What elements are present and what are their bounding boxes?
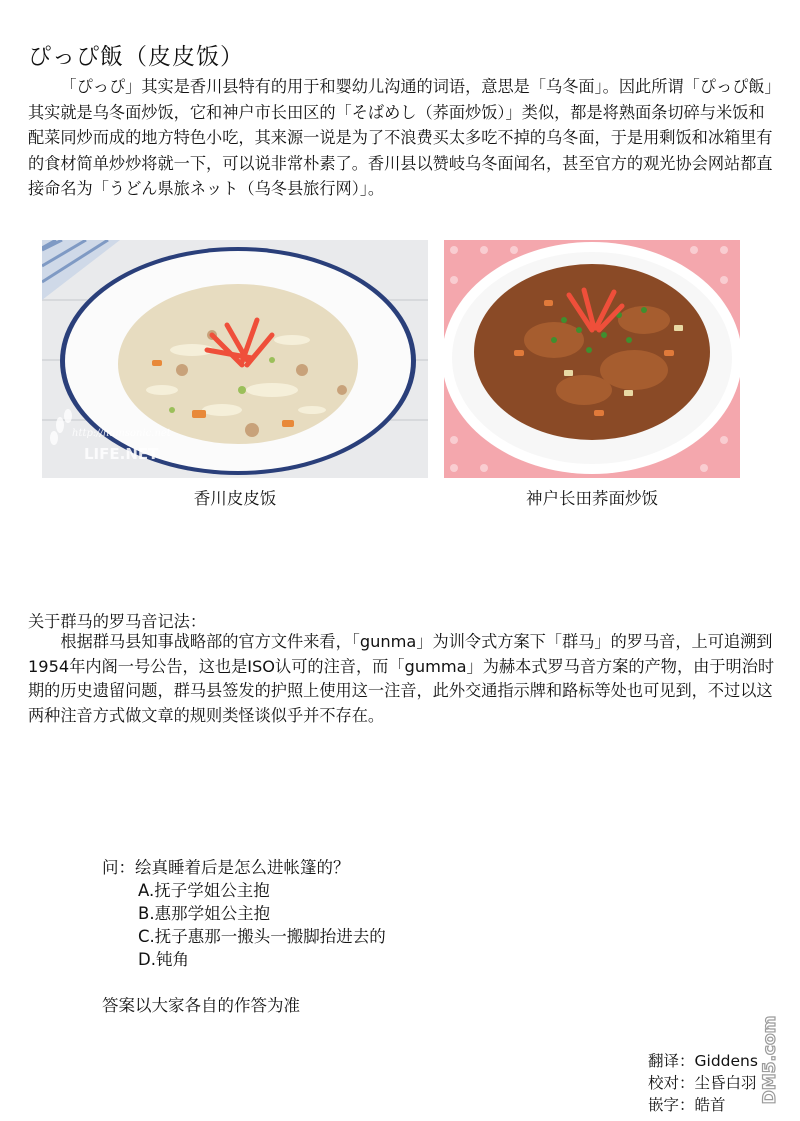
romaji-section-body: 根据群马县知事战略部的官方文件来看，「gunma」为训令式方案下「群马」的罗马音，上可追溯到1954年内阁一号公告，这也是ISO认可的注音，而「gumma」为赫本式罗马音方案的产物，由于明治时期的历史遗留问题，群马县签发的护照上使用这一注音，此外交通指示牌和路标等处也可见到，不过以这两种注音方式做文章的规则类怪谈似乎并不存在。: [28, 632, 775, 725]
photo-caption-kobe: 神户长田荞面炒饭: [526, 489, 658, 508]
quiz-option-a: A.抚子学姐公主抱: [138, 881, 270, 900]
photo-watermark-brand: LIFE.NET: [84, 445, 159, 463]
quiz-block: [102, 856, 386, 971]
site-watermark-text: DM5.com: [760, 1015, 780, 1105]
photo-kobe-sobameshi: [444, 240, 740, 478]
quiz-question: 问：绘真睡着后是怎么进帐篷的？: [102, 858, 350, 877]
credit-translator: 翻译：Giddens: [648, 1052, 758, 1070]
site-watermark-logo: [758, 1006, 792, 1114]
credits-block: [648, 1050, 758, 1116]
credit-proofreader: 校对：尘昏白羽: [648, 1074, 757, 1092]
intro-paragraph: 「ぴっぴ」其实是香川县特有的用于和婴幼儿沟通的词语，意思是「乌冬面」。因此所谓「ぴっぴ飯」其实就是乌冬面炒饭，它和神户市长田区的「そばめし（荞面炒饭）」类似，都是将熟面条切碎与米饭和配菜同炒而成的地方特色小吃，其来源一说是为了不浪费买太多吃不掉的乌冬面，于是用剩饭和冰箱里有的食材简单炒炒将就一下，可以说非常朴素了。香川县以赞岐乌冬面闻名，甚至官方的观光协会网站都直接命名为「うどん県旅ネット（乌冬县旅行网）」。: [28, 77, 773, 199]
photo-kagawa-pippi-rice: [42, 240, 428, 478]
quiz-option-b: B.惠那学姐公主抱: [138, 904, 271, 923]
quiz-option-d: D.钝角: [138, 950, 189, 969]
quiz-option-c: C.抚子惠那一搬头一搬脚抬进去的: [138, 927, 386, 946]
romaji-section-heading: 关于群马的罗马音记法：: [28, 612, 207, 631]
credit-typesetter: 嵌字：皓首: [648, 1096, 726, 1114]
quiz-answer-note: 答案以大家各自的作答为准: [102, 996, 300, 1015]
photo-caption-kagawa: 香川皮皮饭: [193, 489, 277, 508]
page-title: ぴっぴ飯（皮皮饭）: [28, 44, 244, 70]
photo-watermark-url: http://hamsonic.net: [72, 428, 171, 439]
